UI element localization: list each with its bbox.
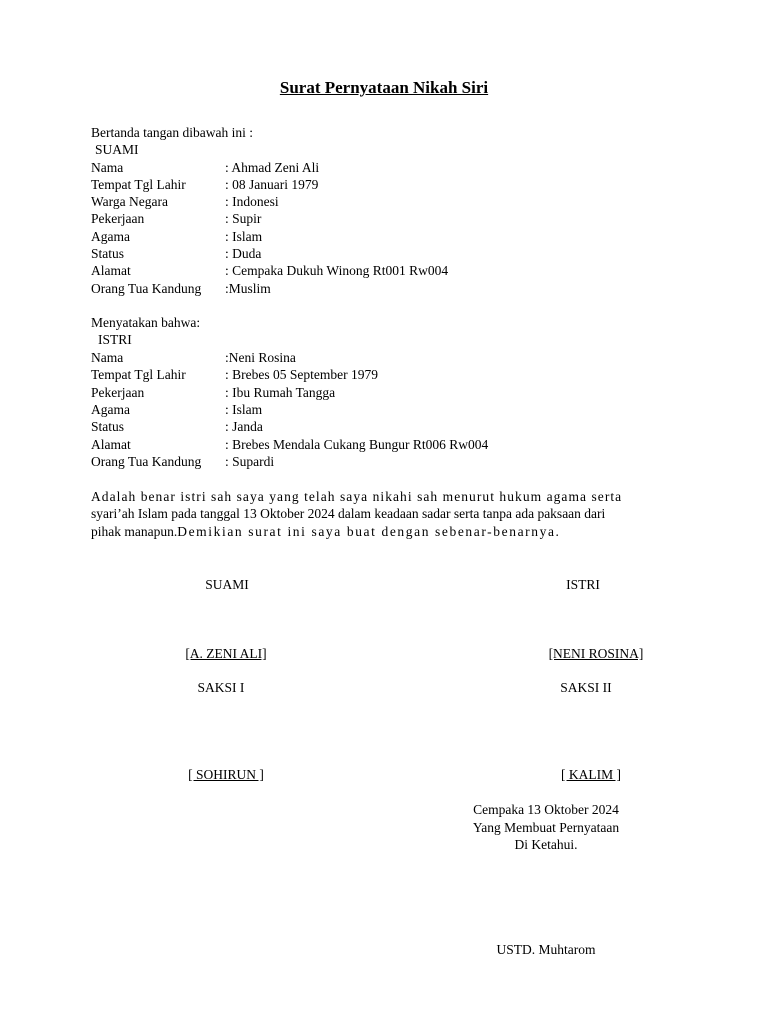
suami-label-agama: Agama <box>91 229 130 244</box>
suami-label-pekerjaan: Pekerjaan <box>91 211 145 226</box>
suami-value-alamat: : Cempaka Dukuh Winong Rt001 Rw004 <box>225 263 449 278</box>
istri-value-agama: : Islam <box>225 402 263 417</box>
suami-label-status: Status <box>91 246 125 261</box>
istri-value-nama: :Neni Rosina <box>225 350 296 365</box>
suami-value-warga: : Indonesi <box>225 194 279 209</box>
istri-value-alamat: : Brebes Mendala Cukang Bungur Rt006 Rw004 <box>225 437 489 452</box>
closing-official: USTD. Muhtarom <box>496 942 596 957</box>
istri-label-alamat: Alamat <box>91 437 131 452</box>
istri-heading: ISTRI <box>98 332 132 347</box>
istri-label-status: Status <box>91 419 125 434</box>
closing-place-date: Cempaka 13 Oktober 2024 <box>473 802 619 817</box>
suami-label-orangtua: Orang Tua Kandung <box>91 281 202 296</box>
suami-sign-label: SUAMI <box>205 577 249 592</box>
suami-value-orangtua: :Muslim <box>225 281 271 296</box>
document-title: Surat Pernyataan Nikah Siri <box>279 78 489 97</box>
suami-label-warga: Warga Negara <box>91 194 168 209</box>
istri-value-orangtua: : Supardi <box>225 454 275 469</box>
suami-value-agama: : Islam <box>225 229 263 244</box>
statement-line-2: syari’ah Islam pada tanggal 13 Oktober 2024 dalam keadaan sadar serta tanpa ada paksaan dari <box>91 506 606 521</box>
suami-value-ttl: : 08 Januari 1979 <box>225 177 319 192</box>
saksi1-sign-name: [ SOHIRUN ] <box>188 767 264 782</box>
statement-line-3a: pihak manapun. <box>91 524 178 539</box>
closing-maker: Yang Membuat Pernyataan <box>472 820 620 835</box>
istri-value-pekerjaan: : Ibu Rumah Tangga <box>225 385 336 400</box>
saksi2-label: SAKSI II <box>560 680 612 695</box>
menyatakan-text: Menyatakan bahwa: <box>91 315 201 330</box>
istri-sign-label: ISTRI <box>566 577 600 592</box>
istri-value-ttl: : Brebes 05 September 1979 <box>225 367 378 382</box>
istri-label-ttl: Tempat Tgl Lahir <box>91 367 186 382</box>
istri-sign-name: [NENI ROSINA] <box>548 646 644 661</box>
suami-heading: SUAMI <box>95 142 139 157</box>
suami-value-pekerjaan: : Supir <box>225 211 262 226</box>
statement-line-3b: Demikian surat ini saya buat dengan sebenar-benarnya. <box>177 524 561 539</box>
suami-label-nama: Nama <box>91 160 124 175</box>
statement-line-1: Adalah benar istri sah saya yang telah saya nikahi sah menurut hukum agama serta <box>91 489 623 504</box>
suami-value-nama: : Ahmad Zeni Ali <box>225 160 320 175</box>
istri-label-orangtua: Orang Tua Kandung <box>91 454 202 469</box>
saksi2-sign-name: [ KALIM ] <box>561 767 621 782</box>
suami-value-status: : Duda <box>225 246 262 261</box>
saksi1-label: SAKSI I <box>197 680 245 695</box>
istri-label-pekerjaan: Pekerjaan <box>91 385 145 400</box>
istri-value-status: : Janda <box>225 419 263 434</box>
closing-known: Di Ketahui. <box>514 837 578 852</box>
istri-label-nama: Nama <box>91 350 124 365</box>
suami-sign-name: [A. ZENI ALI] <box>185 646 267 661</box>
intro-text: Bertanda tangan dibawah ini : <box>91 125 253 140</box>
statement-line-3 <box>91 523 561 540</box>
istri-label-agama: Agama <box>91 402 130 417</box>
suami-label-alamat: Alamat <box>91 263 131 278</box>
suami-label-ttl: Tempat Tgl Lahir <box>91 177 186 192</box>
